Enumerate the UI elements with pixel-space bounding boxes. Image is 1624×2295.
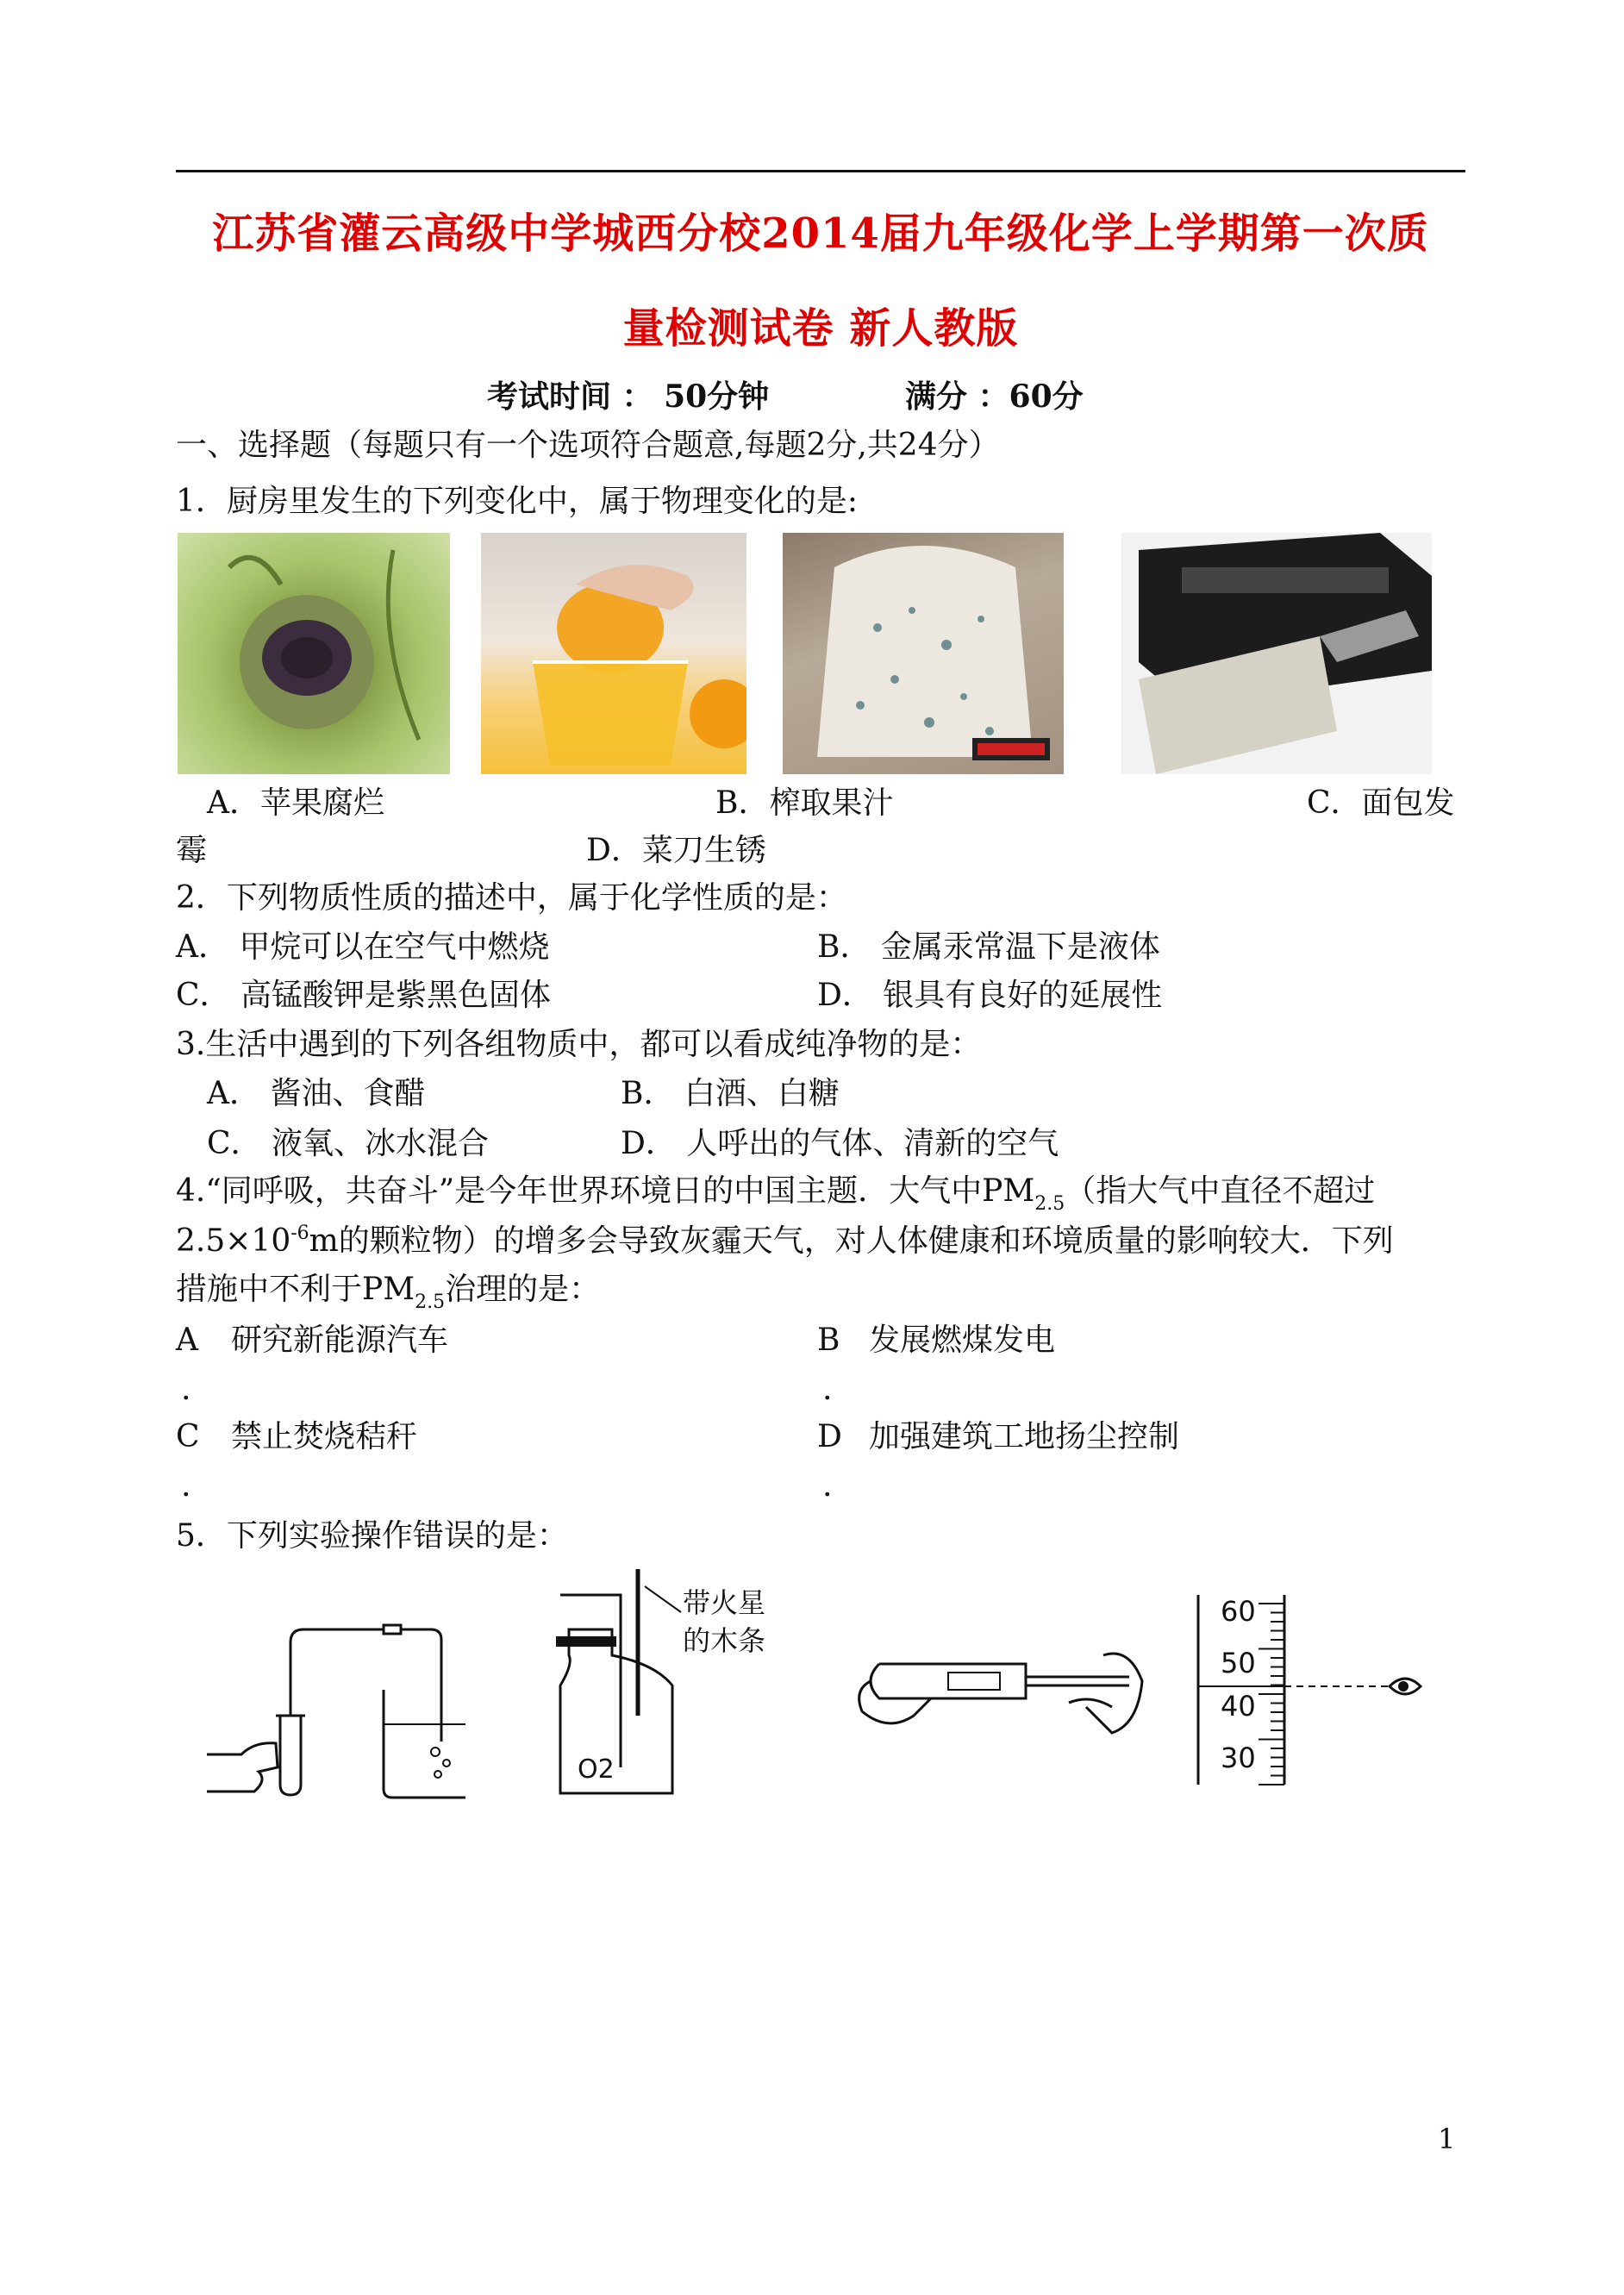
section-heading: 一、选择题（每题只有一个选项符合题意,每题2分,共24分） (176, 428, 1000, 463)
q4-d-letter: D (817, 1419, 842, 1454)
q1-option-a: A．苹果腐烂 (207, 785, 384, 821)
figure-airtightness-check (207, 1595, 465, 1802)
q4-l3-pre: 措施中不利于PM (176, 1272, 415, 1307)
q1-option-d: D．菜刀生锈 (586, 833, 766, 868)
q4-l2-pre: 2.5×10 (176, 1223, 291, 1259)
q4-l2-post: m的颗粒物）的增多会导致灰霾天气，对人体健康和环境质量的影响较大．下列 (309, 1223, 1394, 1259)
scale-50: 50 (1221, 1647, 1256, 1679)
q4-c-dot: . (181, 1468, 191, 1504)
q2-option-d: D． 银具有良好的延展性 (817, 978, 1163, 1013)
q4-b-text: 发展燃煤发电 (869, 1323, 1056, 1358)
q1-option-b: B．榨取果汁 (715, 785, 894, 821)
q4-b-letter: B (817, 1323, 840, 1358)
q4-b-dot: . (822, 1372, 833, 1407)
eye-icon (1390, 1679, 1421, 1694)
label-o2: O2 (578, 1754, 615, 1785)
q3-stem: 3.生活中遇到的下列各组物质中，都可以看成纯净物的是： (176, 1027, 982, 1062)
photo-juicer (481, 533, 746, 774)
scale-30: 30 (1221, 1742, 1256, 1774)
q4-l1-sub: 2.5 (1034, 1193, 1065, 1215)
q4-c-text: 禁止焚烧秸秆 (231, 1419, 418, 1454)
figure-cylinder-reading (1190, 1586, 1448, 1793)
q1-stem: 1．厨房里发生的下列变化中，属于物理变化的是: (176, 484, 859, 519)
q4-l1-post: （指大气中直径不超过 (1065, 1173, 1376, 1209)
q4-a-letter: A (176, 1323, 198, 1358)
q4-l2-sup: -6 (290, 1223, 309, 1244)
label-glowing-splint-2: 的木条 (683, 1624, 766, 1657)
q4-stem-line3 (176, 1271, 600, 1313)
q1-option-c-cont: 霉 (176, 833, 208, 868)
photo-kitchen-knife (1121, 533, 1432, 774)
q3-option-b: B． 白酒、白糖 (621, 1076, 840, 1111)
scale-40: 40 (1221, 1690, 1256, 1723)
q3-option-a: A． 酱油、食醋 (207, 1076, 426, 1111)
photo-rotten-apple (178, 533, 450, 774)
q2-option-a: A． 甲烷可以在空气中燃烧 (176, 929, 550, 965)
q4-l3-post: 治理的是： (445, 1272, 601, 1307)
q4-l1-pre: 4.“同呼吸，共奋斗”是今年世界环境日的中国主题．大气中PM (176, 1173, 1035, 1209)
stopper (556, 1636, 616, 1647)
exam-time: 考试时间 ： 50分钟 (487, 378, 770, 415)
q4-stem-line1 (176, 1173, 1375, 1215)
full-score: 满分 ：60分 (905, 378, 1084, 415)
page-number: 1 (1438, 2123, 1456, 2155)
q1-option-c: C．面包发 (1307, 785, 1455, 821)
photo-moldy-bread (783, 533, 1064, 774)
q2-option-b: B． 金属汞常温下是液体 (817, 929, 1160, 965)
q4-a-dot: . (181, 1372, 191, 1407)
figure-oxygen-test (543, 1560, 802, 1802)
q3-option-c: C． 液氧、冰水混合 (207, 1126, 489, 1161)
q2-option-c: C． 高锰酸钾是紫黑色固体 (176, 978, 551, 1013)
q4-d-dot: . (822, 1468, 833, 1504)
q5-stem: 5．下列实验操作错误的是： (176, 1518, 568, 1554)
header-rule (176, 170, 1465, 172)
exam-title-line1: 江苏省灌云高级中学城西分校2014届九年级化学上学期第一次质 (212, 209, 1429, 258)
q3-option-d: D． 人呼出的气体、清新的空气 (621, 1126, 1059, 1161)
q4-l3-sub: 2.5 (415, 1291, 446, 1313)
exam-title-line2: 量检测试卷 新人教版 (622, 304, 1019, 353)
q4-stem-line2 (176, 1223, 1394, 1265)
q4-c-letter: C (176, 1419, 200, 1454)
figure-test-tube-dropper (853, 1629, 1146, 1759)
q4-d-text: 加强建筑工地扬尘控制 (869, 1419, 1180, 1454)
label-glowing-splint-1: 带火星 (683, 1586, 766, 1619)
q4-a-text: 研究新能源汽车 (231, 1323, 449, 1358)
scale-60: 60 (1221, 1595, 1256, 1628)
q2-stem: 2．下列物质性质的描述中，属于化学性质的是： (176, 880, 847, 916)
